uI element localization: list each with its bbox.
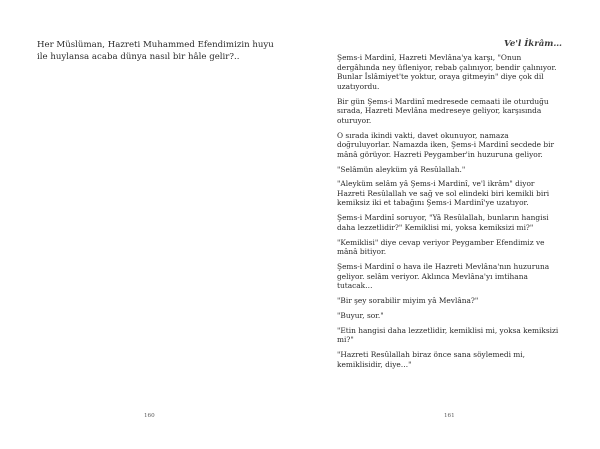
paragraph: Şems-i Mardinî o hava ile Hazreti Mevlâna'nın huzuruna geliyor. selâm veriyor. Aklınca Mevlâna'yı imtihana tutacak…: [337, 262, 550, 291]
paragraph: "Buyur, sor.": [337, 310, 384, 320]
right-page: [300, 0, 600, 449]
paragraph: "Bir şey sorabilir miyim yâ Mevlâna?": [337, 295, 479, 305]
paragraph: Bir gün Şems-i Mardinî medresede cemaati ile oturduğu sırada, Hazreti Mevlâna medreseye geliyor, karşısında oturuyor.: [337, 96, 549, 125]
right-page-body: [337, 53, 562, 374]
paragraph: Şems-i Mardinî, Hazreti Mevlâna'ya karşı, "Onun dergâhında ney üfleniyor, rebab çalınıyor, bendir çalınıyor. Bunlar İslâmiyet'te yoktur, oraya gitmeyin" diye çok dil uzatıyordu.: [337, 53, 557, 91]
paragraph: O sırada ikindi vakti, davet okunuyor, namaza doğruluyorlar. Namazda iken, Şems-i Mardinî secdede bir mânâ görüyor. Hazreti Peygamber'in huzuruna geliyor.: [337, 130, 555, 159]
left-page-number: 160: [144, 413, 155, 419]
paragraph: "Hazreti Resûlallah biraz önce sana söylemedi mi, kemiklisidir, diye…": [337, 349, 526, 369]
running-head: Ve'l İkrâm…: [504, 39, 562, 49]
paragraph: "Selâmün aleyküm yâ Resûlallah.": [337, 164, 466, 174]
paragraph: "Kemiklisi" diye cevap veriyor Peygamber Efendimiz ve mânâ bitiyor.: [337, 237, 545, 257]
paragraph: "Aleyküm selâm yâ Şems-i Mardinî, ve'l ikrâm" diyor Hazreti Resûlallah ve sağ ve sol elindeki biri kemikli biri kemiksiz iki et tabağını Şems-i Mardinî'ye uzatıyor.: [337, 179, 550, 208]
paragraph: "Etin hangisi daha lezzetlidir, kemiklisi mi, yoksa kemiksizi mi?": [337, 325, 559, 345]
paragraph: Şems-i Mardinî soruyor, "Yâ Resûlallah, bunların hangisi daha lezzetlidir?" Kemiklisi mi, yoksa kemiksizi mi?": [337, 213, 549, 232]
left-page-paragraph: Her Müslüman, Hazreti Muhammed Efendimizin huyu ile huylansa acaba dünya nasıl bir hâle gelir?..: [37, 40, 274, 63]
right-page-number: 161: [444, 413, 455, 419]
